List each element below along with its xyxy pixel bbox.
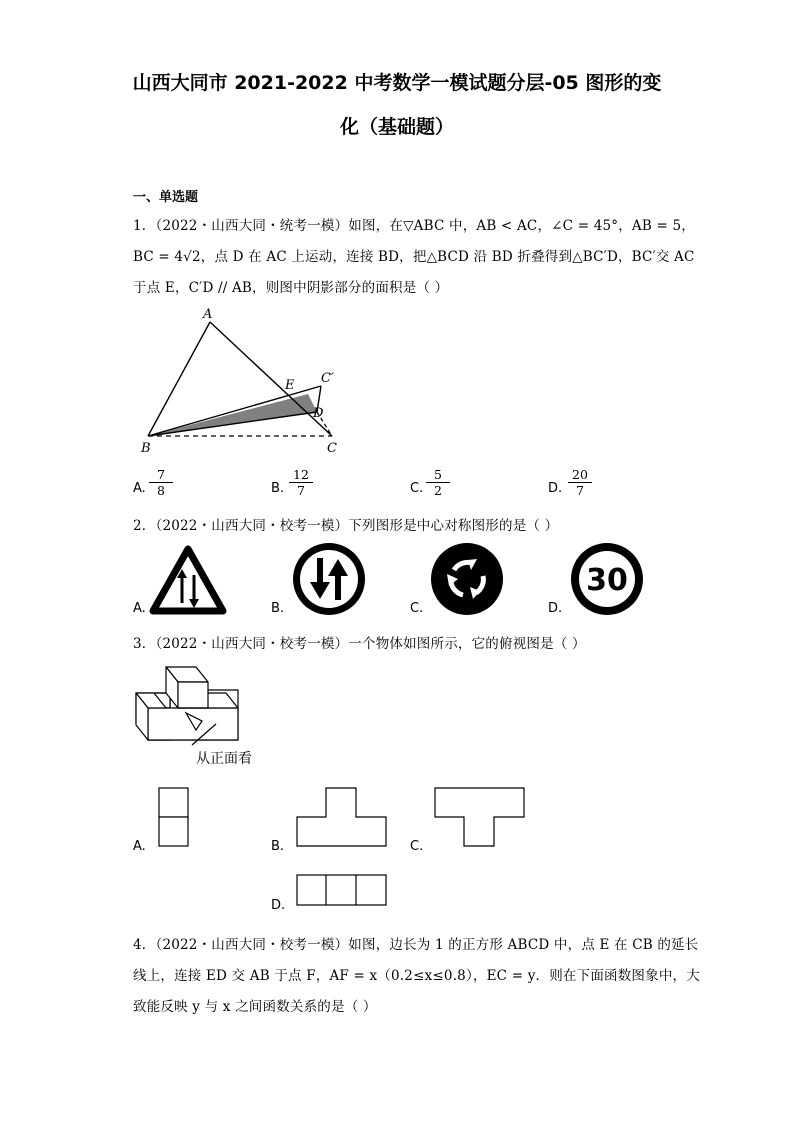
q1-option-d-numerator: 20 — [568, 467, 592, 483]
q2-option-d-letter[interactable]: D. — [548, 601, 563, 616]
label-b: B — [141, 441, 151, 456]
q1-option-c-letter[interactable]: C. — [410, 481, 424, 496]
label-e: E — [285, 378, 295, 393]
label-a: A — [203, 307, 213, 322]
q1-option-a-letter[interactable]: A. — [133, 481, 146, 496]
q4-text-line-1: 4．（2022・山西大同・校考一模）如图，边长为 1 的正方形 ABCD 中，点 E 在 CB 的延长 — [133, 937, 699, 953]
q1-option-d-denominator: 7 — [576, 483, 584, 498]
q1-option-b-denominator: 7 — [297, 483, 305, 498]
q2-text: 2．（2022・山西大同・校考一模）下列图形是中心对称图形的是（ ） — [133, 518, 559, 534]
q3-option-b-figure[interactable] — [296, 787, 388, 849]
label-c-prime: C′ — [321, 371, 334, 386]
q1-option-b-letter[interactable]: B. — [271, 481, 285, 496]
q1-option-a-numerator: 7 — [149, 467, 173, 483]
q2-option-b-letter[interactable]: B. — [271, 601, 285, 616]
q4-text-line-2: 线上，连接 ED 交 AB 于点 F，AF = x（0.2≤x≤0.8），EC = y．则在下面函数图象中，大 — [133, 968, 700, 984]
q1-option-c-numerator: 5 — [426, 467, 450, 483]
q3-option-a-letter[interactable]: A. — [133, 839, 146, 854]
q3-option-c-letter[interactable]: C. — [410, 839, 424, 854]
q2-option-a-letter[interactable]: A. — [133, 601, 146, 616]
label-d: D — [313, 406, 324, 421]
q3-option-c-figure[interactable] — [434, 787, 526, 849]
document-title-line-1: 山西大同市 2021-2022 中考数学一模试题分层-05 图形的变 — [132, 72, 662, 94]
front-view-label: 从正面看 — [196, 751, 252, 767]
q1-text-line-1: 1．（2022・山西大同・统考一模）如图，在▽ABC 中，AB < AC，∠C = 45°，AB = 5， — [133, 218, 695, 234]
q3-option-d-letter[interactable]: D. — [271, 898, 286, 913]
q4-text-line-3: 致能反映 y 与 x 之间函数关系的是（ ） — [133, 999, 377, 1015]
q1-option-d-letter[interactable]: D. — [548, 481, 563, 496]
document-title-line-2: 化（基础题） — [339, 116, 454, 138]
q1-text-line-3: 于点 E，C′D // AB，则图中阴影部分的面积是（ ） — [133, 280, 449, 296]
q3-text: 3．（2022・山西大同・校考一模）一个物体如图所示，它的俯视图是（ ） — [133, 636, 586, 652]
q1-text-line-2: BC = 4√2，点 D 在 AC 上运动，连接 BD，把△BCD 沿 BD 折叠得到△BC′D，BC′交 AC — [133, 249, 695, 265]
q3-option-d-figure[interactable] — [296, 874, 388, 907]
q3-option-b-letter[interactable]: B. — [271, 839, 285, 854]
q1-option-c-denominator: 2 — [434, 483, 442, 498]
label-c: C — [327, 441, 337, 456]
q2-option-c-letter[interactable]: C. — [410, 601, 424, 616]
speed-limit-number: 30 — [586, 563, 628, 598]
q1-option-b-numerator: 12 — [289, 467, 313, 483]
section-heading: 一、单选题 — [133, 190, 199, 205]
q3-option-a-figure[interactable] — [158, 787, 190, 849]
q1-option-a-denominator: 8 — [157, 483, 165, 498]
